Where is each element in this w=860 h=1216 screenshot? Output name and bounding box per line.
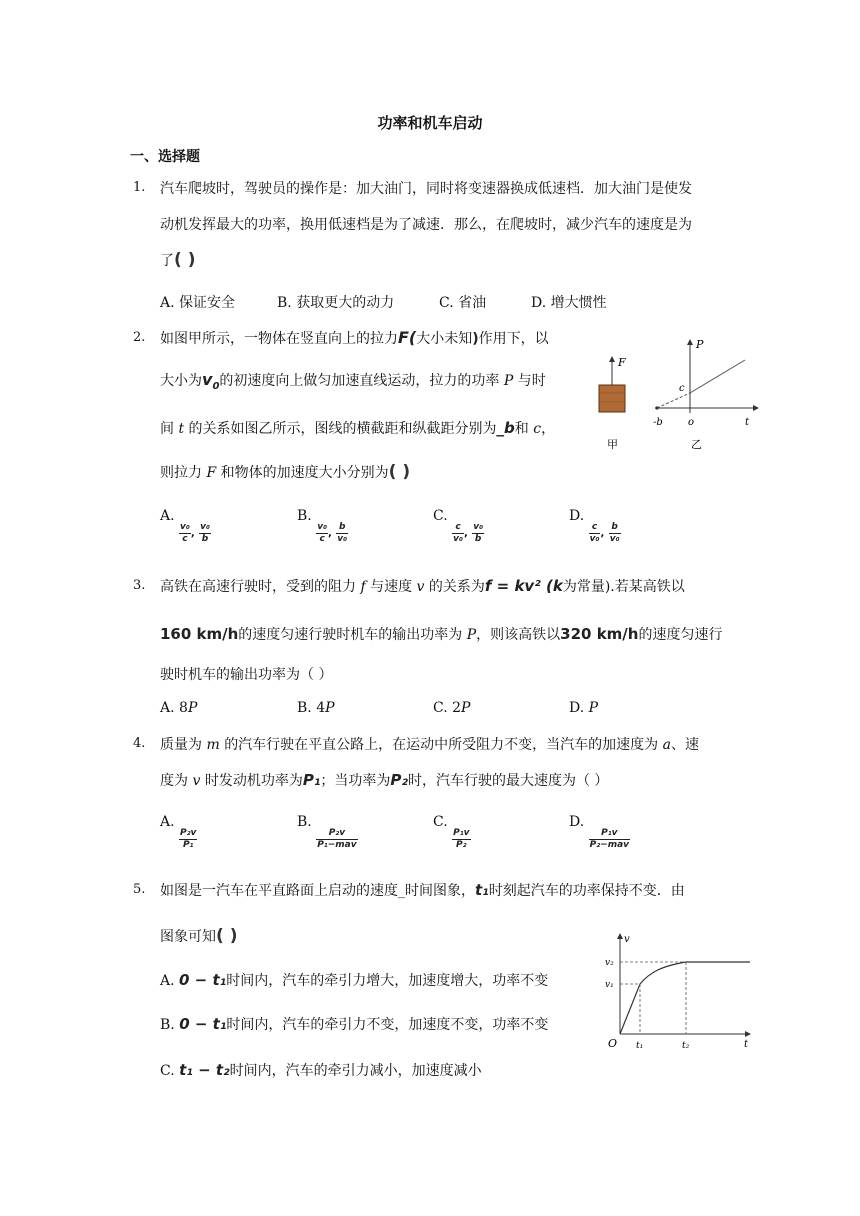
var-P: P <box>461 700 471 716</box>
caption-jia: 甲 <box>607 438 618 451</box>
option-text: 增大惯性 <box>550 295 607 311</box>
q4-number: 4. <box>133 736 146 751</box>
text-run: 图象可知 <box>160 929 216 945</box>
fraction <box>452 522 464 545</box>
text-run: ，则该高铁以 <box>476 627 561 643</box>
numerator: c <box>589 522 601 534</box>
var-f: f <box>360 579 366 595</box>
text-run: 的关系如图乙所示，图线的横截距和纵截距分别为 <box>188 421 497 437</box>
numerator: v₀ <box>180 522 190 532</box>
text-run: 和 <box>514 421 529 437</box>
fraction <box>316 828 357 851</box>
v1-label: v₁ <box>605 980 614 990</box>
math-paren: ) <box>472 331 479 347</box>
q5-line1 <box>160 880 685 900</box>
t-label: t <box>745 417 750 428</box>
var-m: m <box>206 737 220 753</box>
text-run: ).若某高铁以 <box>604 579 685 595</box>
math-interval: 0 − t₁ <box>179 971 227 989</box>
var-P: P <box>187 700 198 716</box>
q5-line2 <box>160 926 237 946</box>
option-letter: B. <box>277 295 292 311</box>
numerator: v₀ <box>317 522 328 532</box>
q1-option-b[interactable] <box>277 292 394 312</box>
fraction <box>179 522 191 545</box>
vt-curve <box>620 962 750 1034</box>
var-P: P <box>325 700 335 716</box>
option-letter: A. <box>160 973 175 989</box>
text-run: 和物体的加速度大小分别为 <box>220 465 389 481</box>
q5-number: 5. <box>133 882 146 897</box>
var-P: P <box>503 373 514 389</box>
option-letter: D. <box>569 814 585 830</box>
denominator: P₂ <box>456 840 467 850</box>
math-formula: f = kv² (k <box>484 577 563 595</box>
option-letter: D. <box>531 295 547 311</box>
text-run: 度为 <box>160 773 188 789</box>
option-formula: $\frac{\text{v₀}}{c}$ , $\frac{\text{v₀}}{b}$ <box>180 522 210 544</box>
fraction <box>472 522 484 545</box>
text-run: 时发动机功率为 <box>204 773 303 789</box>
denominator: c <box>319 534 325 544</box>
text-run: 大小未知 <box>416 331 473 347</box>
c-label: c <box>679 383 685 394</box>
text-run: 与速度 <box>370 579 413 595</box>
option-letter: C. <box>160 1063 175 1079</box>
denominator: v₀ <box>453 534 463 544</box>
q5-vt-graph <box>600 928 760 1058</box>
block <box>599 385 625 412</box>
option-letter: B. <box>160 1017 175 1033</box>
text-run: 高铁在高速行驶时，受到的阻力 <box>160 579 356 595</box>
denominator: v₀ <box>337 534 348 544</box>
denominator: b <box>201 534 209 544</box>
numerator: c <box>452 522 464 534</box>
option-text: 获取更大的动力 <box>296 295 395 311</box>
option-formula <box>316 828 357 851</box>
math-sub: 0 <box>212 380 220 392</box>
fraction <box>609 522 621 545</box>
var-v: v <box>416 579 425 595</box>
var-P: P <box>466 627 477 643</box>
option-formula <box>589 828 630 851</box>
numerator: b <box>609 522 621 534</box>
text-run: 间 <box>160 421 174 437</box>
v-label: v <box>624 934 630 945</box>
q1-paren: ( ) <box>174 250 196 270</box>
fraction <box>589 828 630 851</box>
option-letter: D. <box>569 508 585 524</box>
P-label: P <box>696 338 704 351</box>
text-run: 时，汽车行驶的最大速度为（ ） <box>407 773 609 789</box>
var-F: F <box>206 465 217 481</box>
text-run: 时刻起汽车的功率保持不变．由 <box>488 883 685 899</box>
q2-line2 <box>160 370 546 392</box>
text-run: 则拉力 <box>160 465 202 481</box>
denominator: v₀ <box>589 534 600 544</box>
option-letter: C. <box>433 508 448 524</box>
text-run: 作用下，以 <box>478 331 549 347</box>
option-letter: A. <box>160 700 175 716</box>
q3-line3: 驶时机车的输出功率为（ ） <box>160 667 333 683</box>
text-run: 与时 <box>517 373 546 389</box>
q4-option-b[interactable] <box>297 814 358 851</box>
text-run: _ <box>398 883 405 899</box>
math-interval: t₁ − t₂ <box>179 1061 230 1079</box>
q4-option-d[interactable] <box>569 814 630 851</box>
text-run: 如图甲所示，一物体在竖直向上的拉力 <box>160 331 398 347</box>
q1-option-d[interactable] <box>531 292 607 312</box>
math-v0: v <box>202 370 213 389</box>
q2-option-b[interactable] <box>297 508 348 545</box>
t2-label: t₂ <box>682 1041 690 1051</box>
text-run: 如图是一汽车在平直路面上启动的速度 <box>160 883 398 899</box>
math-P1: P₁ <box>302 771 321 789</box>
text-run: 的初速度向上做匀加速直线运动，拉力的功率 <box>219 373 500 389</box>
fraction <box>316 522 328 545</box>
option-letter: C. <box>439 295 454 311</box>
q3-line2 <box>160 624 722 644</box>
fraction <box>589 522 601 545</box>
q3-option-a[interactable] <box>160 700 197 716</box>
power-line <box>690 360 745 393</box>
t1-label: t₁ <box>636 1041 644 1051</box>
option-letter: C. <box>433 700 448 716</box>
option-letter: B. <box>297 700 312 716</box>
math-b: _b <box>496 419 515 437</box>
q2-figures <box>590 335 770 455</box>
math-P2: P₂ <box>390 771 408 789</box>
var-a: a <box>662 737 671 753</box>
q1-number: 1. <box>133 180 146 195</box>
t-label: t <box>744 1039 749 1050</box>
numerator: P₂v <box>316 828 357 840</box>
text-run: 质量为 <box>160 737 202 753</box>
q5-option-c[interactable] <box>160 1060 482 1080</box>
text-run: 、速 <box>671 737 699 753</box>
extrapolation-line <box>657 393 690 408</box>
option-text: 省油 <box>458 295 487 311</box>
numerator: v₀ <box>200 522 210 532</box>
denominator: c <box>182 534 188 544</box>
page-title: 功率和机车启动 <box>377 114 483 132</box>
q1-line3 <box>160 250 195 270</box>
option-letter: C. <box>433 814 448 830</box>
option-text: 2 <box>452 700 462 716</box>
q5-paren: ( ) <box>216 926 238 946</box>
q3-option-b[interactable] <box>297 700 335 716</box>
q4-line2 <box>160 770 608 790</box>
q2-line1 <box>160 328 549 348</box>
math-speed1: 160 km/h <box>160 625 239 643</box>
o-label: o <box>688 417 695 428</box>
text-run: 时间图象， <box>405 883 475 899</box>
q1-option-a[interactable] <box>160 292 235 312</box>
numerator: b <box>336 522 348 534</box>
caption-yi: 乙 <box>691 438 702 451</box>
q3-option-d[interactable] <box>569 700 598 716</box>
q1-option-c[interactable] <box>439 292 486 312</box>
option-formula: $\frac{c}{\text{v₀}}$ , $\frac{b}{\text{v₀}}$ <box>589 522 620 544</box>
q1-line1: 汽车爬坡时，驾驶员的操作是：加大油门，同时将变速器换成低速档．加大油门是使发 <box>160 181 692 197</box>
text-run: 的关系为 <box>428 579 485 595</box>
math-interval: 0 − t₁ <box>179 1015 227 1033</box>
option-letter: A. <box>160 295 175 311</box>
q4-option-a[interactable] <box>160 814 197 851</box>
q2-option-a[interactable] <box>160 508 211 545</box>
q2-paren: ( ) <box>388 462 411 482</box>
text-run: ， <box>541 421 556 437</box>
text-run: 大小为 <box>160 373 202 389</box>
option-formula <box>179 828 197 851</box>
q1-line3-text: 了 <box>160 253 174 269</box>
v2-label: v₂ <box>605 958 614 968</box>
option-text: 时间内，汽车的牵引力增大，加速度增大，功率不变 <box>226 973 549 989</box>
option-letter: A. <box>160 508 175 524</box>
q5-option-b[interactable] <box>160 1014 548 1034</box>
negb-label: -b <box>653 417 663 428</box>
text-run: ；当功率为 <box>320 773 391 789</box>
numerator: P₁v <box>453 828 470 838</box>
q2-option-c[interactable] <box>433 508 484 545</box>
var-P: P <box>588 700 599 716</box>
numerator: P₁v <box>589 828 630 840</box>
fraction <box>199 522 211 545</box>
q4-option-c[interactable] <box>433 814 471 851</box>
math-t1: t₁ <box>475 881 489 899</box>
option-text: 4 <box>316 700 326 716</box>
denominator: P₂−mav <box>589 840 630 850</box>
math-speed2: 320 km/h <box>560 625 639 643</box>
fraction <box>452 828 470 851</box>
force-label: F <box>618 356 626 369</box>
q3-number: 3. <box>133 578 146 593</box>
numerator: v₀ <box>473 522 484 532</box>
option-formula: $\frac{c}{\text{v₀}}$ , $\frac{\text{v₀}}{b}$ <box>453 522 484 544</box>
q2-number: 2. <box>133 330 146 345</box>
q2-option-d[interactable] <box>569 508 621 545</box>
q2-line3 <box>160 418 555 438</box>
text-run: 的速度匀速行 <box>638 627 723 643</box>
q3-line1 <box>160 576 685 596</box>
text-run: 为常量 <box>562 579 605 595</box>
q5-option-a[interactable] <box>160 970 548 990</box>
option-text: 时间内，汽车的牵引力减小，加速度减小 <box>229 1063 482 1079</box>
option-text: 8 <box>179 700 188 716</box>
option-text: 时间内，汽车的牵引力不变，加速度不变，功率不变 <box>226 1017 549 1033</box>
q4-line1 <box>160 734 699 754</box>
var-c: c <box>533 421 542 437</box>
denominator: b <box>474 534 482 544</box>
origin-label: O <box>608 1037 618 1050</box>
option-letter: B. <box>297 508 312 524</box>
text-run: 的速度匀速行驶时机车的输出功率为 <box>238 627 463 643</box>
q2-line4 <box>160 462 410 482</box>
var-t: t <box>178 421 185 437</box>
fraction <box>336 522 348 545</box>
option-text: 保证安全 <box>179 295 236 311</box>
option-formula <box>452 828 470 851</box>
var-v: v <box>192 773 201 789</box>
numerator: P₂v <box>180 828 197 838</box>
q1-line2: 动机发挥最大的功率，换用低速档是为了减速．那么，在爬坡时，减少汽车的速度是为 <box>160 217 692 233</box>
denominator: v₀ <box>609 534 620 544</box>
fraction <box>179 828 197 851</box>
math-F: F( <box>398 328 417 347</box>
option-letter: B. <box>297 814 312 830</box>
denominator: P₁−mav <box>317 840 357 850</box>
option-letter: D. <box>569 700 585 716</box>
section-heading: 一、选择题 <box>130 149 200 165</box>
option-letter: A. <box>160 814 175 830</box>
option-formula: $\frac{\text{v₀}}{c}$ , $\frac{b}{\text{v₀}}$ <box>317 522 348 544</box>
denominator: P₁ <box>182 840 194 850</box>
text-run: 的汽车行驶在平直公路上，在运动中所受阻力不变，当汽车的加速度为 <box>224 737 659 753</box>
q3-option-c[interactable] <box>433 700 470 716</box>
